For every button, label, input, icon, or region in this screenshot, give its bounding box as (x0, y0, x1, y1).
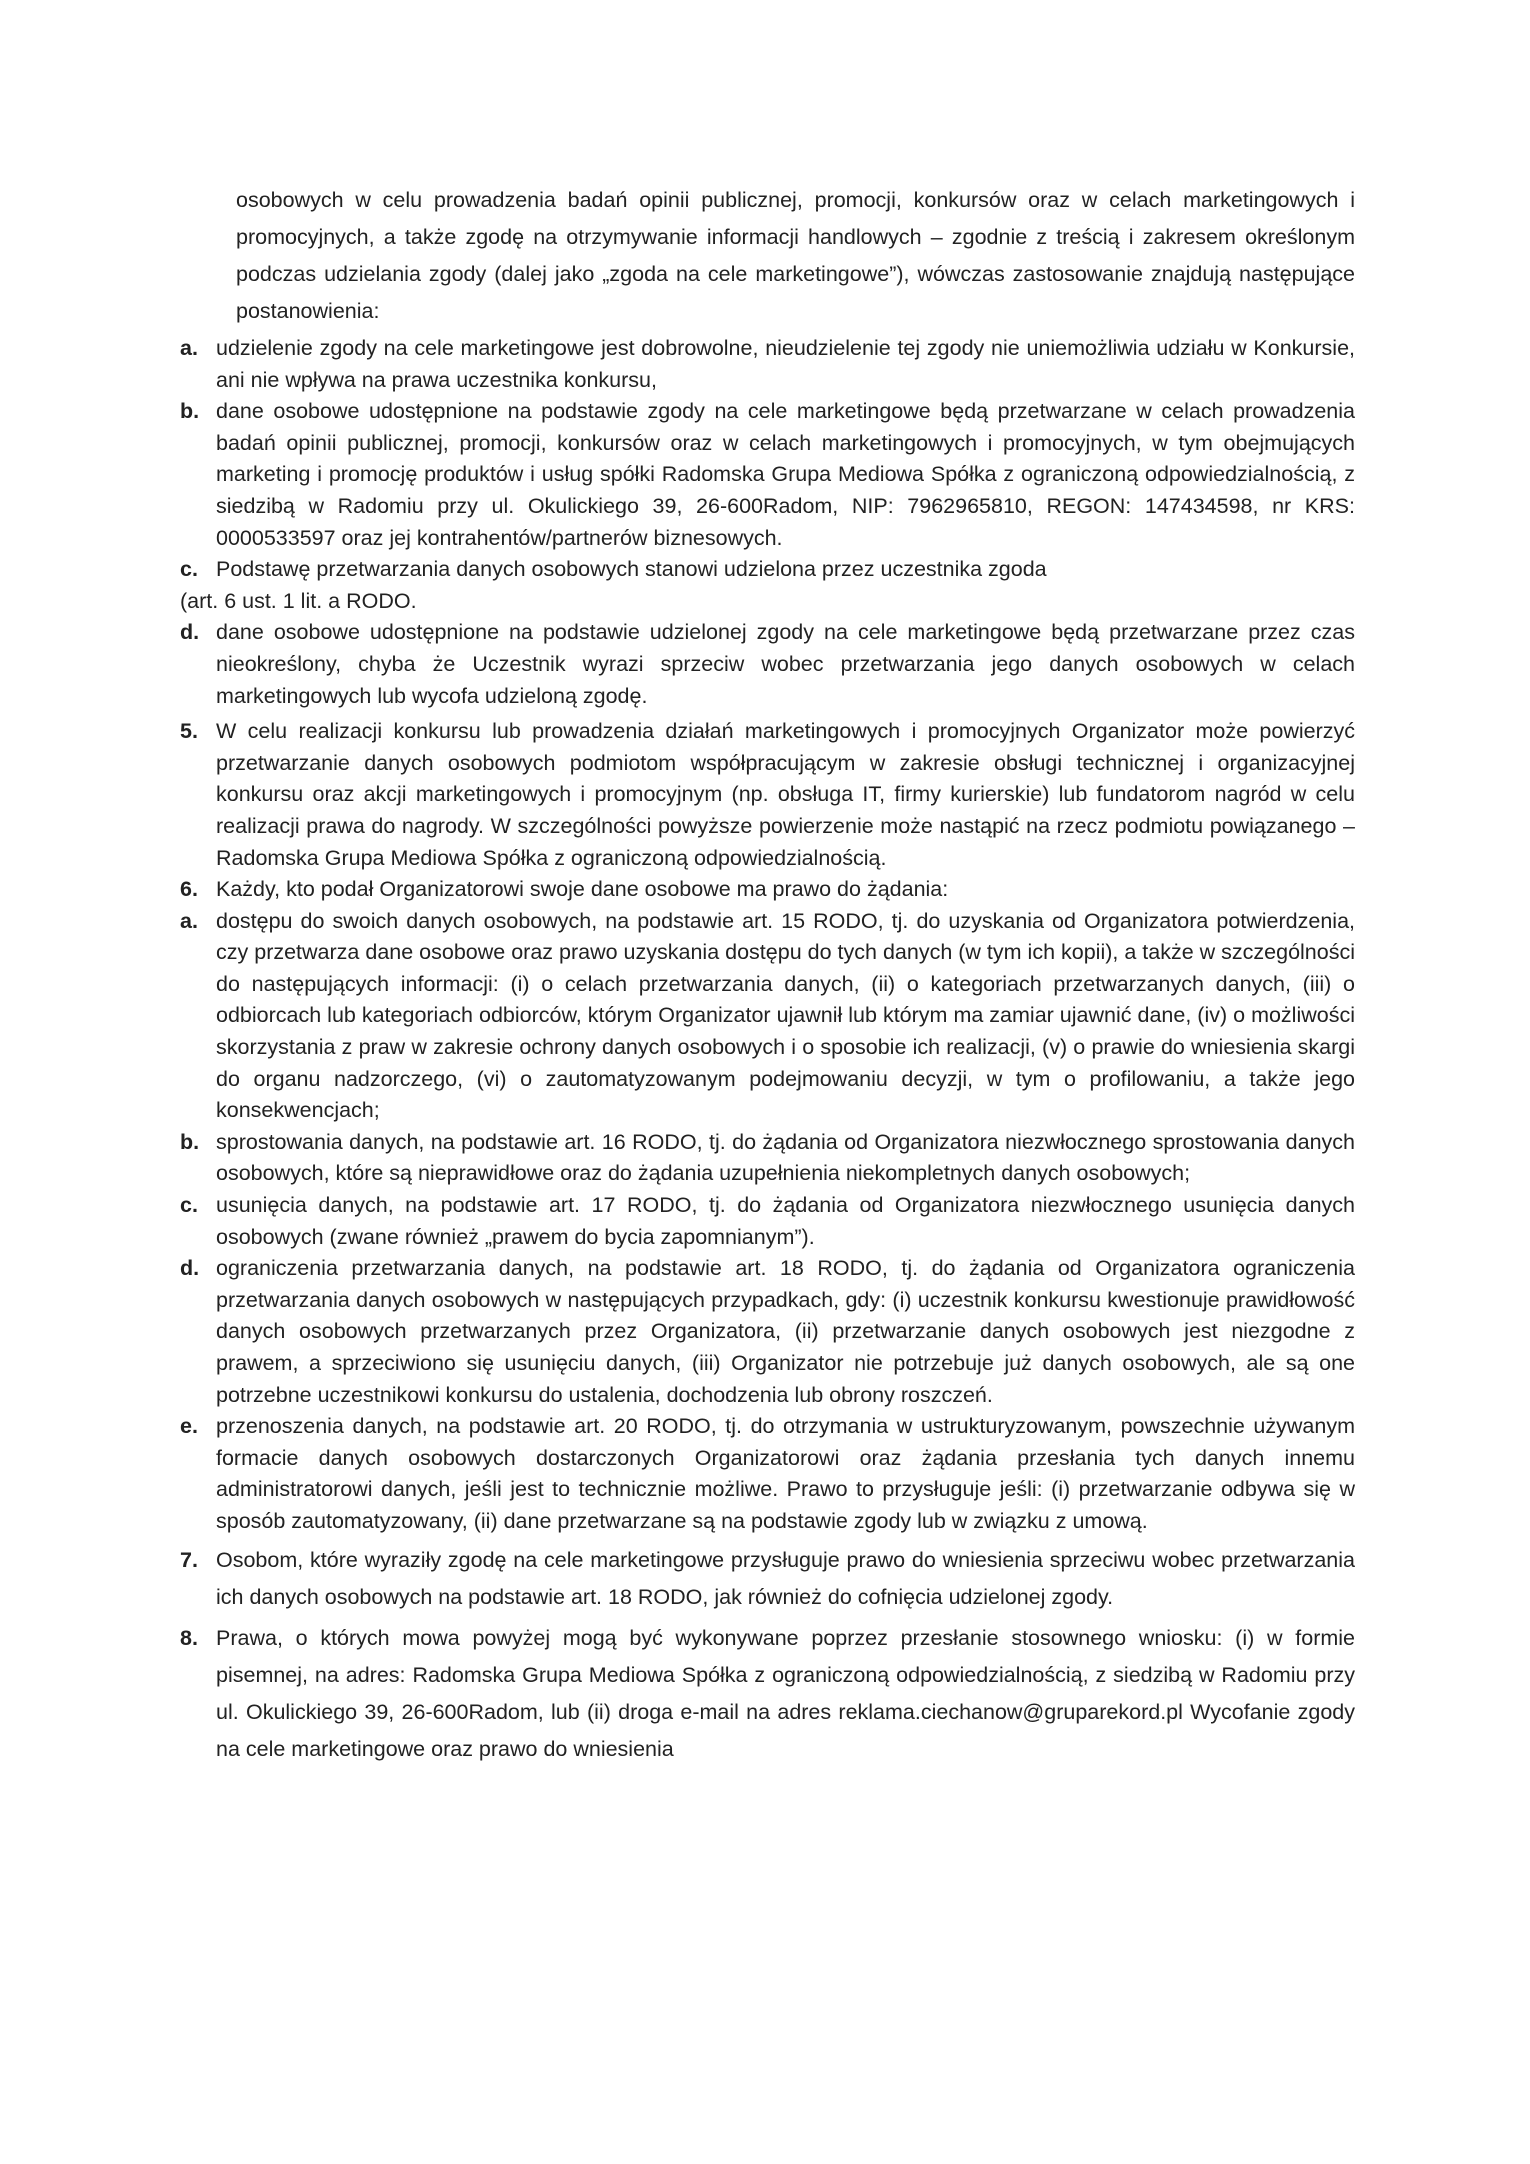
list-marker: b. (180, 1129, 200, 1154)
list-marker: a. (180, 336, 198, 360)
list-item-text: udzielenie zgody na cele marketingowe jest dobrowolne, nieudzielenie tej zgody nie uniemożliwia udziału w Konkursie, ani nie wpływa na prawa uczestnika konkursu, (216, 336, 1355, 392)
list-item-c (180, 554, 1355, 586)
list-item-6c (180, 1190, 1355, 1253)
list-marker: c. (180, 557, 198, 582)
list-marker: 6. (180, 877, 198, 902)
list-item-text: sprostowania danych, na podstawie art. 16 RODO, tj. do żądania od Organizatora niezwłocznego sprostowania danych osobowych, które są nieprawidłowe oraz do żądania uzupełnienia niekompletnych danych osobowych; (216, 1129, 1355, 1186)
list-item-8 (180, 1620, 1355, 1768)
list-item-text: dane osobowe udostępnione na podstawie zgody na cele marketingowe będą przetwarzane w celach prowadzenia badań opinii publicznej, promocji, konkursów oraz w celach marketingowych i promocyjnych, w tym obejmujących marketing i promocję produktów i usług spółki Radomska Grupa Mediowa Spółka z ograniczoną odpowiedzialnością, z siedzibą w Radomiu przy ul. Okulickiego 39, 26-600Radom, NIP: 7962965810, REGON: 147434598, nr KRS: 0000533597 oraz jej kontrahentów/partnerów biznesowych. (216, 399, 1355, 550)
list-marker: e. (180, 1414, 198, 1439)
list-item-7 (180, 1542, 1355, 1616)
list-item-text: Osobom, które wyraziły zgodę na cele marketingowe przysługuje prawo do wniesienia sprzeciwu wobec przetwarzania ich danych osobowych na podstawie art. 18 RODO, jak również do cofnięcia udzielonej zgody. (216, 1547, 1355, 1609)
list-item-text: usunięcia danych, na podstawie art. 17 RODO, tj. do żądania od Organizatora niezwłocznego usunięcia danych osobowych (zwane również „prawem do bycia zapomnianym”). (216, 1193, 1355, 1249)
list-item-text: dostępu do swoich danych osobowych, na podstawie art. 15 RODO, tj. do uzyskania od Organizatora potwierdzenia, czy przetwarza dane osobowe oraz prawo uzyskania dostępu do tych danych (w tym ich kopii), a także w szczególności do następujących informacji: (i) o celach przetwarzania danych, (ii) o kategoriach przetwarzanych danych, (iii) o odbiorcach lub kategoriach odbiorców, którym Organizator ujawnił lub którym ma zamiar ujawnić dane, (iv) o możliwości skorzystania z praw w zakresie ochrony danych osobowych i o sposobie ich realizacji, (v) o prawie do wniesienia skargi do organu nadzorczego, (vi) o zautomatyzowanym podejmowaniu decyzji, w tym o profilowaniu, a także jego konsekwencjach; (216, 908, 1355, 1123)
list-marker: d. (180, 1256, 200, 1281)
document-body (180, 182, 1355, 1768)
list-item-text: Podstawę przetwarzania danych osobowych stanowi udzielona przez uczestnika zgoda (216, 557, 1047, 582)
list-item-6a (180, 906, 1355, 1127)
list-marker: 5. (180, 719, 198, 744)
list-item-b (180, 396, 1355, 554)
list-item-text: ograniczenia przetwarzania danych, na podstawie art. 18 RODO, tj. do żądania od Organizatora ograniczenia przetwarzania danych osobowych w następujących przypadkach, gdy: (i) uczestnik konkursu kwestionuje prawidłowość danych osobowych przetwarzanych przez Organizatora, (ii) przetwarzanie danych osobowych jest niezgodne z prawem, a sprzeciwiono się usunięciu danych, (iii) Organizator nie potrzebuje już danych osobowych, ale są one potrzebne uczestnikowi konkursu do ustalenia, dochodzenia lub obrony roszczeń. (216, 1256, 1355, 1407)
list-marker: a. (180, 908, 198, 933)
list-item-6d (180, 1253, 1355, 1411)
list-item-d (180, 617, 1355, 712)
list-item-a (180, 333, 1355, 396)
legal-basis-line: (art. 6 ust. 1 lit. a RODO. (180, 588, 417, 613)
list-item-text: Prawa, o których mowa powyżej mogą być wykonywane poprzez przesłanie stosownego wniosku: (i) w formie pisemnej, na adres: Radomska Grupa Mediowa Spółka z ograniczoną odpowiedzialnością, z siedzibą w Radomiu przy ul. Okulickiego 39, 26-600Radom, lub (ii) droga e-mail na adres reklama.ciechanow@gruparekord.pl Wycofanie zgody na cele marketingowe oraz prawo do wniesienia (216, 1625, 1355, 1761)
list-item-6 (180, 874, 1355, 906)
list-marker: b. (180, 399, 200, 424)
list-item-text: Każdy, kto podał Organizatorowi swoje dane osobowe ma prawo do żądania: (216, 877, 949, 902)
list-item-text: przenoszenia danych, na podstawie art. 20 RODO, tj. do otrzymania w ustrukturyzowanym, powszechnie używanym formacie danych osobowych dostarczonych Organizatorowi oraz żądania przesłania tych danych innemu administratorowi danych, jeśli jest to technicznie możliwe. Prawo to przysługuje jeśli: (i) przetwarzanie odbywa się w sposób zautomatyzowany, (ii) dane przetwarzane są na podstawie zgody lub w związku z umową. (216, 1414, 1355, 1533)
intro-paragraph: osobowych w celu prowadzenia badań opinii publicznej, promocji, konkursów oraz w celach marketingowych i promocyjnych, a także zgodę na otrzymywanie informacji handlowych – zgodnie z treścią i zakresem określonym podczas udzielania zgody (dalej jako „zgoda na cele marketingowe”), wówczas zastosowanie znajdują następujące postanowienia: (236, 188, 1355, 323)
list-item-5 (180, 716, 1355, 874)
list-marker: d. (180, 620, 200, 645)
list-marker: c. (180, 1193, 198, 1218)
list-item-text: dane osobowe udostępnione na podstawie udzielonej zgody na cele marketingowe będą przetwarzane przez czas nieokreślony, chyba że Uczestnik wyrazi sprzeciw wobec przetwarzania jego danych osobowych w celach marketingowych lub wycofa udzieloną zgodę. (216, 620, 1355, 708)
list-item-6e (180, 1411, 1355, 1537)
list-marker: 8. (180, 1625, 198, 1650)
list-item-6b (180, 1127, 1355, 1190)
list-item-text: W celu realizacji konkursu lub prowadzenia działań marketingowych i promocyjnych Organizator może powierzyć przetwarzanie danych osobowych podmiotom współpracującym w zakresie obsługi technicznej i organizacyjnej konkursu oraz akcji marketingowych i promocyjnym (np. obsługa IT, firmy kurierskie) lub fundatorom nagród w celu realizacji prawa do nagrody. W szczególności powyższe powierzenie może nastąpić na rzecz podmiotu powiązanego – Radomska Grupa Mediowa Spółka z ograniczoną odpowiedzialnością. (216, 719, 1355, 870)
list-marker: 7. (180, 1547, 198, 1572)
